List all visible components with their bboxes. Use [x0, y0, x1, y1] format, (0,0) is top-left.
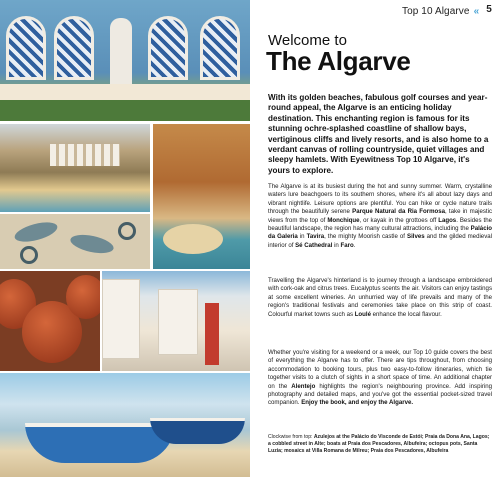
- mosaic-fish: [69, 232, 115, 257]
- statue: [110, 18, 132, 88]
- red-door: [205, 303, 219, 365]
- hedge: [0, 100, 250, 121]
- page-number: 5: [482, 4, 496, 18]
- intro-paragraph: With its golden beaches, fabulous golf courses and year-round appeal, the Algarve is an enticing holiday destination. This enchanting region is famous for its stunning ochre-splashed coastline of shallow bays, vertiginous cliffs and lively resorts, and is also home to a verdant canvas of rolling countryside, quiet villages and sleepy hamlets. With Eyewitness Top 10 Algarve, it's yours to explore.: [268, 93, 489, 175]
- header-separator: «: [473, 6, 480, 17]
- tile-arch: [200, 16, 240, 80]
- photo-roman-mosaic: [0, 214, 150, 269]
- body-paragraph-2: Travelling the Algarve's hinterland is to journey through a landscape embroidered with cork-oak and citrus trees. Eucalyptus scents the air. Visitors can enjoy tastings at some excellent wineries. An unhurried way of life prevails and many of the region's traditional festivals and ceremonies take place on this strip of coast. Colourful market towns such as Loulé enhance the local flavour.: [268, 277, 492, 318]
- photo-fishing-boats: [0, 373, 250, 477]
- mosaic-fish: [13, 219, 60, 246]
- photo-octopus-pots: [0, 271, 100, 371]
- body-paragraph-1: The Algarve is at its busiest during the hot and sunny summer. Warm, crystalline waters lure beachgoers to its southern shores, where it's all about lazy days and vibrant nightlife. Leisure options are plentiful. You can hike or cycle nature trails through the beautifully serene Parque Natural da Ria Formosa, take in majestic views from the top of Monchique, or kayak in the grottoes off Lagos. Besides the beautiful landscape, the region has many cultural attractions, including the Palácio da Galeria in Tavira, the mighty Moorish castle of Silves and the gilded medieval interior of Sé Cathedral in Faro.: [268, 183, 492, 249]
- running-header: [402, 6, 483, 17]
- boat-hull: [150, 418, 245, 444]
- sand-cove: [163, 224, 223, 254]
- photo-azulejos: [0, 0, 250, 121]
- tile-arch: [6, 16, 46, 80]
- building: [102, 279, 140, 359]
- photo-beach-town: [0, 124, 150, 212]
- photo-dona-ana-cliffs: [153, 124, 250, 269]
- page-title: The Algarve: [266, 46, 411, 76]
- town-buildings: [50, 144, 120, 166]
- welcome-heading: Welcome to: [268, 32, 347, 49]
- photo-caption: Clockwise from top: Azulejos at the Palácio do Visconde de Estói; Praia da Dona Ana, Lagos; a cobbled street in Alte; boats at Praia dos Pescadores, Albufeira; octopus pots, Santa Luzia; mosaics at Villa Romana de Milreu; Praia dos Pescadores, Albufeira: [268, 434, 490, 454]
- tile-arch: [54, 16, 94, 80]
- tile-arch: [148, 16, 188, 80]
- mosaic-ring: [118, 222, 136, 240]
- section-name: Top 10 Algarve: [402, 6, 470, 17]
- body-paragraph-3: Whether you're visiting for a weekend or a week, our Top 10 guide covers the best of everything the Algarve has to offer. There are tips throughout, from choosing accommodation to booking tours, plus two easy-to-follow itineraries, which tie together visits to a clutch of sights in a short space of time. An additional chapter on the Alentejo highlights the region's neighbouring province. Add inspiring photography and detailed maps, and you've got the essential pocket-sized travel companion. Enjoy the book, and enjoy the Algarve.: [268, 349, 492, 407]
- mosaic-ring: [20, 246, 38, 264]
- building: [158, 289, 198, 355]
- photo-alte-street: [102, 271, 250, 371]
- clay-pot: [66, 275, 100, 319]
